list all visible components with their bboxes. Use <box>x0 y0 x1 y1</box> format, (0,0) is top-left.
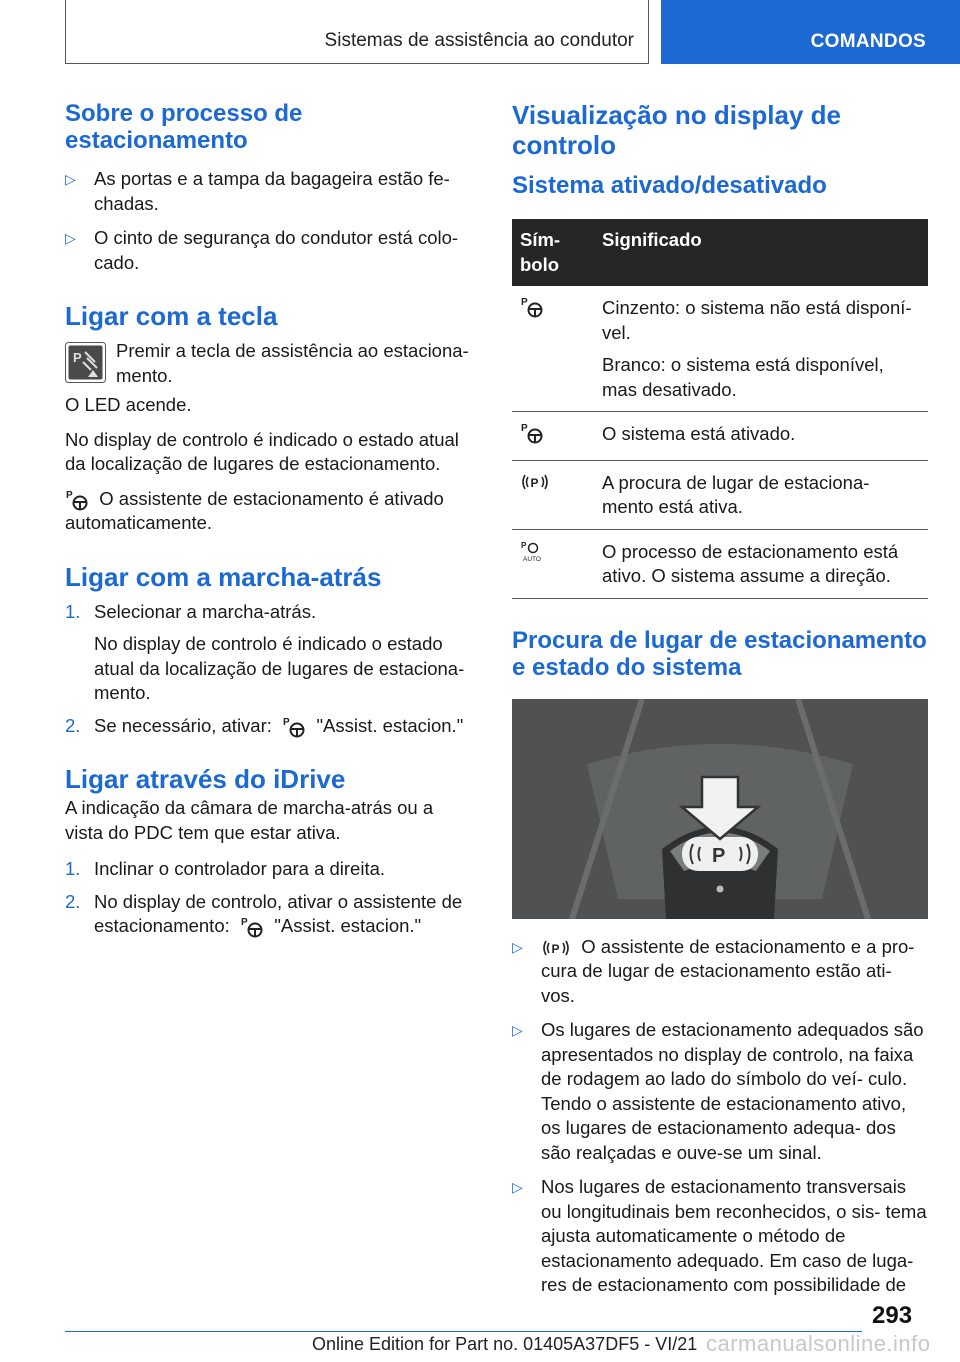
list-item: ▷ O cinto de segurança do condutor está colo‐ cado. <box>65 227 459 273</box>
column-header-meaning: Significado <box>594 219 928 286</box>
svg-text:P: P <box>712 844 726 867</box>
parking-search-icon <box>520 471 550 493</box>
triangle-bullet-icon: ▷ <box>512 1022 523 1038</box>
heading-parking-search: Procura de lugar de estacionamento e estado do sistema <box>512 626 927 681</box>
chapter-title: Sistemas de assistência ao condutor <box>324 30 634 51</box>
heading-reverse-gear: Ligar com a marcha-atrás <box>65 561 382 592</box>
list-item: 2. Se necessário, ativar: "Assist. estacion." <box>65 714 475 739</box>
parking-auto-icon <box>520 540 544 562</box>
symbol-table <box>512 219 928 599</box>
edition-text: Online Edition for Part no. 01405A37DF5 - VI/21 <box>312 1334 698 1354</box>
display-text: No display de controlo é indicado o estado atual da localização de lugares de estacionamento. <box>65 428 459 474</box>
table-row: Cinzento: o sistema não está disponí‐ vel. Branco: o sistema está disponível, mas desativado. <box>512 286 928 412</box>
button-instruction <box>65 339 475 389</box>
header-section-tab <box>661 0 960 64</box>
list-item: ▷ Os lugares de estacionamento adequados são apresentados no display de controlo, na faixa de rodagem ao lado do símbolo do veí‐ culo. Tendo o assistente de estacionamento ativo, os lugares de estacionamento adequa‐ dos são realçadas e ouve-se um sinal. <box>512 1019 924 1163</box>
triangle-bullet-icon: ▷ <box>65 171 76 187</box>
heading-button: Ligar com a tecla <box>65 301 278 331</box>
step-number: 1. <box>65 600 81 622</box>
heading-about-parking: Sobre o processo de estacionamento <box>65 100 303 154</box>
list-item: 1. Selecionar a marcha-atrás. No display de controlo é indicado o estado atual da localização de lugares de estaciona‐ mento. <box>65 600 465 703</box>
heading-system-status: Sistema ativado/desativado <box>512 172 827 199</box>
header-chapter-box <box>65 0 649 64</box>
list-item: 2. No display de controlo, ativar o assistente de estacionamento: "Assist. estacion." <box>65 890 475 939</box>
list-item: 1. Inclinar o controlador para a direita. <box>65 857 475 882</box>
table-header-row <box>512 219 928 286</box>
table-row: O sistema está ativado. <box>512 412 928 461</box>
list-item: ▷ As portas e a tampa da bagageira estão fe‐ chadas. <box>65 168 450 214</box>
list-item: ▷ O assistente de estacionamento e a pro‐ cura de lugar de estacionamento estão ati‐ vos. <box>512 935 915 1006</box>
step-number: 2. <box>65 890 81 912</box>
heading-display: Visualização no display de controlo <box>512 100 841 160</box>
parking-steering-icon <box>65 489 89 511</box>
idrive-text: A indicação da câmara de marcha-atrás ou a vista do PDC tem que estar ativa. <box>65 797 434 843</box>
section-title: COMANDOS <box>810 31 926 52</box>
triangle-bullet-icon: ▷ <box>512 938 523 955</box>
heading-idrive: Ligar através do iDrive <box>65 764 346 794</box>
table-row: O processo de estacionamento está ativo. O sistema assume a direção. <box>512 529 928 598</box>
triangle-bullet-icon: ▷ <box>65 230 76 246</box>
step-number: 2. <box>65 714 81 736</box>
watermark: carmanualsonline.info <box>706 1331 931 1356</box>
list-item: ▷ Nos lugares de estacionamento transversais ou longitudinais bem reconhecidos, o sis‐ tema ajusta automaticamente o método de estacionamento adequado. Em caso de luga‐ res de estacionamento com possibilidade de <box>512 1176 927 1295</box>
parking-steering-icon <box>520 296 544 318</box>
parking-display-illustration <box>512 699 928 919</box>
parking-steering-icon <box>240 916 264 938</box>
triangle-bullet-icon: ▷ <box>512 1179 523 1195</box>
table-row: A procura de lugar de estaciona‐ mento está ativa. <box>512 460 928 529</box>
svg-text:P: P <box>73 350 82 365</box>
parking-steering-icon <box>282 716 306 738</box>
page-number: 293 <box>872 1302 913 1329</box>
auto-activation-text: O assistente de estacionamento é ativado automaticamente. <box>65 487 444 533</box>
parking-steering-icon <box>520 422 544 444</box>
step-number: 1. <box>65 858 81 879</box>
button-text: Premir a tecla de assistência ao estaciona‐ mento. <box>116 340 469 386</box>
right-column <box>512 100 928 1298</box>
led-text: O LED acende. <box>65 394 192 415</box>
column-header-symbol: Sím‐ bolo <box>512 219 594 286</box>
parking-search-icon <box>541 937 571 959</box>
left-column <box>65 100 475 939</box>
parking-assist-button-icon <box>65 342 106 383</box>
